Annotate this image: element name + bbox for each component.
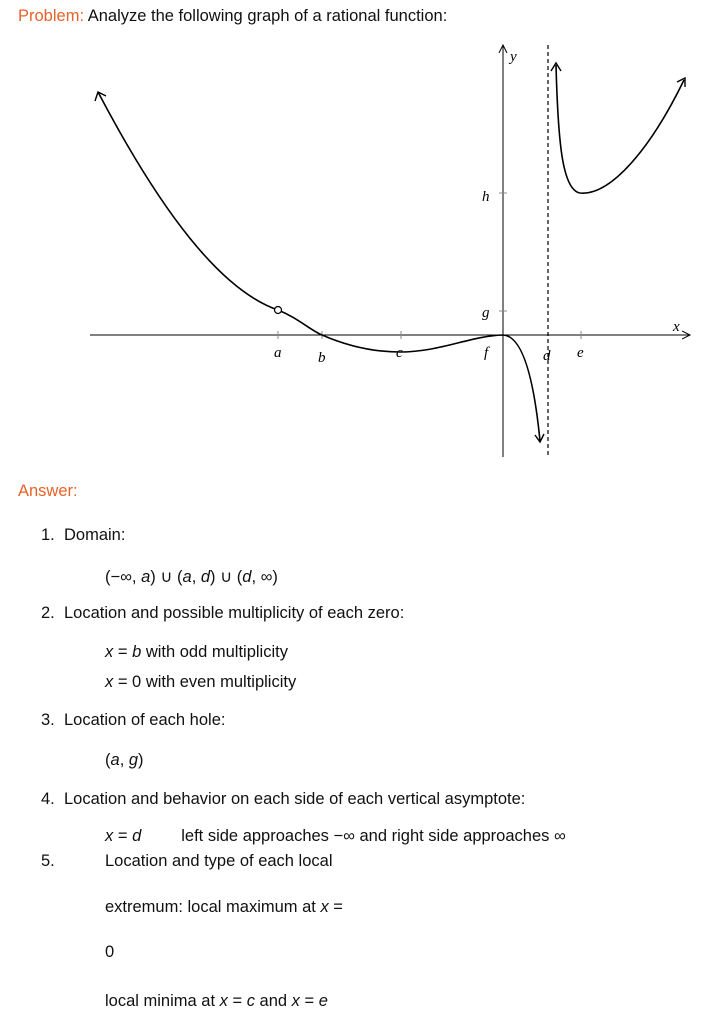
tick-label-e: e — [577, 345, 584, 361]
zero-1: x = b with odd multiplicity — [105, 643, 288, 661]
tick-label-a: a — [274, 345, 282, 361]
hole-marker — [275, 307, 282, 314]
zero-2-text: = 0 with even multiplicity — [113, 673, 297, 691]
item-2-title: Location and possible multiplicity of each zero: — [64, 604, 405, 622]
x-axis-label: x — [673, 319, 680, 335]
minima-line: local minima at x = c and x = e — [105, 992, 328, 1010]
item-5-number: 5. — [41, 852, 55, 870]
tick-label-c: c — [396, 345, 403, 361]
asymptote-behavior: left side approaches −∞ and right side approaches ∞ — [181, 827, 566, 845]
y-axis-label: y — [510, 49, 517, 65]
problem-label: Problem: — [18, 7, 85, 25]
hole-answer: (a, g) — [105, 751, 144, 769]
item-3-number: 3. — [41, 711, 55, 729]
item-5-title: Location and type of each local — [105, 852, 333, 870]
item-1-number: 1. — [41, 526, 55, 544]
tick-label-d: d — [543, 348, 551, 364]
zero-2: x = 0 with even multiplicity — [105, 673, 297, 691]
minima-text: local minima at — [105, 992, 220, 1010]
item-4-number: 4. — [41, 790, 55, 808]
extremum-line: extremum: local maximum at x = — [105, 898, 343, 916]
extremum-text: extremum: local maximum at — [105, 898, 321, 916]
tick-label-g: g — [482, 305, 490, 321]
tick-label-f: f — [484, 345, 489, 361]
extremum-value: 0 — [105, 943, 115, 961]
tick-label-h: h — [482, 189, 490, 205]
curve-left-branch — [98, 92, 540, 441]
curve-right-branch — [556, 65, 684, 193]
item-4-title: Location and behavior on each side of each vertical asymptote: — [64, 790, 526, 808]
tick-label-b: b — [318, 350, 326, 366]
problem-text: Analyze the following graph of a rational function: — [87, 7, 448, 25]
item-3-title: Location of each hole: — [64, 711, 226, 729]
domain-answer: (−∞, a) ∪ (a, d) ∪ (d, ∞) — [105, 568, 278, 586]
minima-and: and — [254, 992, 292, 1010]
asymptote-answer: x = d left side approaches −∞ and right side approaches ∞ — [105, 827, 566, 845]
item-1-title: Domain: — [64, 526, 126, 544]
rational-function-graph — [0, 0, 706, 470]
answer-heading: Answer: — [18, 482, 78, 500]
zero-1-text: with odd multiplicity — [141, 643, 288, 661]
item-2-number: 2. — [41, 604, 55, 622]
